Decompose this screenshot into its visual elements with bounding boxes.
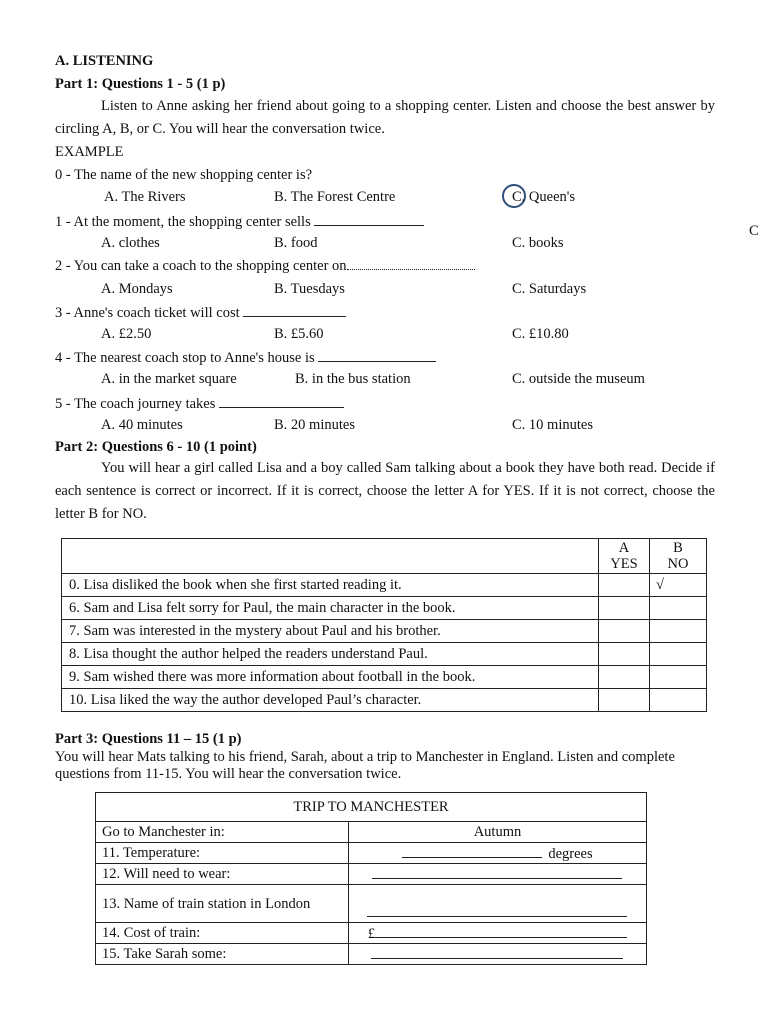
example-label: EXAMPLE: [55, 144, 124, 160]
yes-cell[interactable]: [599, 643, 650, 666]
part3-instructions: You will hear Mats talking to his friend, Sarah, about a trip to Manchester in England. Listen and complete questions from 11-15. You will hear the conversation twice.: [55, 749, 675, 782]
q4-option-b[interactable]: B. in the bus station: [295, 371, 411, 387]
yes-cell[interactable]: [599, 689, 650, 712]
table-row: [62, 574, 707, 597]
q2-option-b[interactable]: B. Tuesdays: [274, 281, 345, 297]
no-cell[interactable]: [650, 643, 707, 666]
question-5: 5 - The coach journey takes: [55, 393, 344, 413]
row-value-cell[interactable]: [348, 923, 646, 944]
answer-blank[interactable]: [243, 302, 346, 317]
statement-text: 0. Lisa disliked the book when she first started reading it.: [62, 574, 599, 597]
statement-text: 9. Sam wished there was more information about football in the book.: [62, 666, 599, 689]
question-4: 4 - The nearest coach stop to Anne's house is: [55, 347, 436, 367]
statement-text: 6. Sam and Lisa felt sorry for Paul, the main character in the book.: [62, 597, 599, 620]
row-label: 13. Name of train station in London: [96, 885, 349, 923]
row-value-cell[interactable]: [348, 864, 646, 885]
table-row: [62, 643, 707, 666]
yes-cell[interactable]: [599, 620, 650, 643]
q5-option-c[interactable]: C. 10 minutes: [512, 417, 593, 433]
q1-option-a[interactable]: A. clothes: [101, 235, 160, 251]
row-label: 15. Take Sarah some:: [96, 944, 349, 965]
table-title: TRIP TO MANCHESTER: [96, 793, 647, 822]
part2-table: [61, 538, 707, 712]
no-cell[interactable]: [650, 666, 707, 689]
q3-option-c[interactable]: C. £10.80: [512, 326, 569, 342]
statement-text: 8. Lisa thought the author helped the readers understand Paul.: [62, 643, 599, 666]
answer-blank[interactable]: [367, 902, 627, 917]
part2-heading: Part 2: Questions 6 - 10 (1 point): [55, 439, 257, 455]
answer-blank[interactable]: [347, 257, 475, 270]
row-label: 12. Will need to wear:: [96, 864, 349, 885]
table-row: [62, 666, 707, 689]
part3-table: [95, 792, 647, 965]
answer-blank[interactable]: [314, 211, 424, 226]
section-title: A. LISTENING: [55, 53, 154, 69]
answer-blank[interactable]: [318, 347, 436, 362]
yes-cell[interactable]: [599, 597, 650, 620]
row-value-cell[interactable]: [348, 944, 646, 965]
question-0: 0 - The name of the new shopping center is?: [55, 167, 313, 183]
table-header-blank: [62, 539, 599, 574]
row-label: Go to Manchester in:: [96, 822, 349, 843]
table-row: [62, 620, 707, 643]
answer-blank[interactable]: [371, 944, 623, 959]
row-value: £: [367, 926, 376, 942]
q2-option-a[interactable]: A. Mondays: [101, 281, 173, 297]
q4-option-a[interactable]: A. in the market square: [101, 371, 237, 387]
q0-option-a[interactable]: A. The Rivers: [104, 189, 186, 205]
table-row: [96, 885, 647, 923]
answer-blank[interactable]: [375, 923, 627, 938]
col-yes-header: A YES: [599, 539, 650, 574]
yes-cell[interactable]: [599, 666, 650, 689]
q3-option-a[interactable]: A. £2.50: [101, 326, 152, 342]
q4-option-c[interactable]: C. outside the museum: [512, 371, 645, 387]
no-cell[interactable]: [650, 620, 707, 643]
no-cell[interactable]: √: [650, 574, 707, 597]
part3-heading: Part 3: Questions 11 – 15 (1 p): [55, 731, 242, 747]
part2-instructions: You will hear a girl called Lisa and a boy called Sam talking about a book they have both read. Decide if each sentence is correct or incorrect. If it is correct, choose the letter A for YES. If it is not correct, choose the letter B for NO.: [55, 460, 715, 522]
part1-instructions: Listen to Anne asking her friend about going to a shopping center. Listen and choose the best answer by circling A, B, or C. You will hear the conversation twice.: [55, 98, 715, 137]
table-row: [62, 597, 707, 620]
answer-blank[interactable]: [219, 393, 344, 408]
no-cell[interactable]: [650, 689, 707, 712]
answer-blank[interactable]: [372, 864, 622, 879]
row-value-cell[interactable]: [348, 885, 646, 923]
question-3: 3 - Anne's coach ticket will cost: [55, 302, 346, 322]
q1-option-b[interactable]: B. food: [274, 235, 318, 251]
question-2: 2 - You can take a coach to the shopping center on: [55, 257, 475, 275]
row-label: 14. Cost of train:: [96, 923, 349, 944]
row-value-cell[interactable]: [348, 843, 646, 864]
margin-mark: C: [749, 223, 759, 239]
q0-option-c[interactable]: C. Queen's: [512, 189, 576, 205]
q1-option-c[interactable]: C. books: [512, 235, 564, 251]
table-row: [96, 864, 647, 885]
col-no-header: B NO: [650, 539, 707, 574]
row-label: 11. Temperature:: [96, 843, 349, 864]
table-row: [96, 822, 647, 843]
q5-option-b[interactable]: B. 20 minutes: [274, 417, 355, 433]
question-1: 1 - At the moment, the shopping center sells: [55, 211, 424, 231]
table-row: [96, 944, 647, 965]
q5-option-a[interactable]: A. 40 minutes: [101, 417, 183, 433]
q3-option-b[interactable]: B. £5.60: [274, 326, 324, 342]
q2-option-c[interactable]: C. Saturdays: [512, 281, 587, 297]
table-row: [62, 689, 707, 712]
statement-text: 7. Sam was interested in the mystery about Paul and his brother.: [62, 620, 599, 643]
table-row: [96, 923, 647, 944]
part1-heading: Part 1: Questions 1 - 5 (1 p): [55, 76, 226, 92]
answer-blank[interactable]: [402, 843, 542, 858]
table-row: [96, 843, 647, 864]
yes-cell[interactable]: [599, 574, 650, 597]
row-value: Autumn: [348, 822, 646, 843]
no-cell[interactable]: [650, 597, 707, 620]
row-value: degrees: [548, 846, 593, 862]
q0-option-b[interactable]: B. The Forest Centre: [274, 189, 396, 205]
statement-text: 10. Lisa liked the way the author developed Paul’s character.: [62, 689, 599, 712]
